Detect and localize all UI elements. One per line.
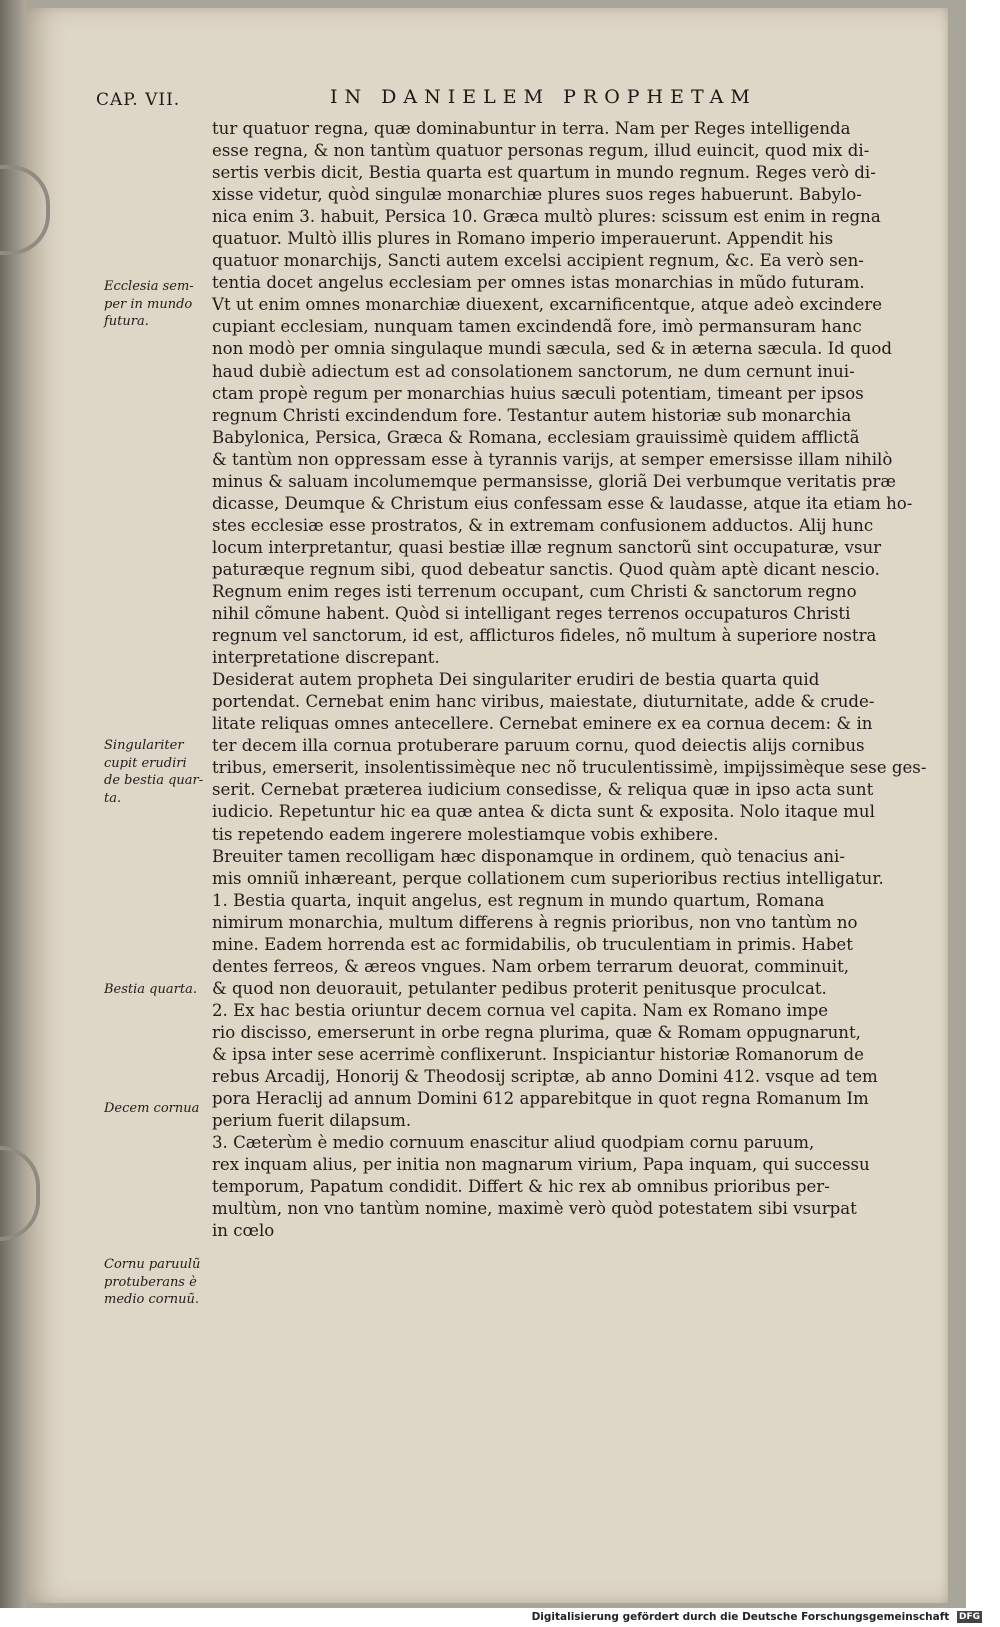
text-line: xisse videtur, quòd singulæ monarchiæ plures suos reges habuerunt. Babylo- xyxy=(212,185,862,205)
body-text xyxy=(212,118,927,1242)
text-line: & tantùm non oppressam esse à tyrannis varijs, at semper emersisse illam nihilò xyxy=(212,449,893,469)
text-line: interpretatione discrepant. xyxy=(212,648,440,668)
text-line: paturæque regnum sibi, quod debeatur sanctis. Quod quàm aptè dicant nescio. xyxy=(212,559,880,579)
margin-note: Ecclesia sem- per in mundo futura. xyxy=(104,279,194,329)
text-line: esse regna, & non tantùm quatuor personas regum, illud euincit, quod mix di- xyxy=(212,141,870,161)
text-line: sertis verbis dicit, Bestia quarta est quartum in mundo regnum. Reges verò di- xyxy=(212,163,876,183)
text-line: rex inquam alius, per initia non magnarum virium, Papa inquam, qui successu xyxy=(212,1155,870,1175)
text-line: 3. Cæterùm è medio cornuum enascitur aliud quodpiam cornu paruum, xyxy=(212,1133,815,1153)
text-line: cupiant ecclesiam, nunquam tamen excindendã fore, imò permansuram hanc xyxy=(212,317,862,337)
text-line: locum interpretantur, quasi bestiæ illæ regnum sanctorũ sint occupaturæ, vsur xyxy=(212,537,882,557)
text-line: 2. Ex hac bestia oriuntur decem cornua vel capita. Nam ex Romano impe xyxy=(212,1000,829,1020)
text-line: iudicio. Repetuntur hic ea quæ antea & dicta sunt & exposita. Nolo itaque mul xyxy=(212,802,875,822)
text-line: serit. Cernebat præterea iudicium consedisse, & reliqua quæ in ipso acta sunt xyxy=(212,780,874,800)
text-line: minus & saluam incolumemque permansisse, gloriã Dei verbumque veritatis præ xyxy=(212,471,896,491)
text-line: tur quatuor regna, quæ dominabuntur in terra. Nam per Reges intelligenda xyxy=(212,119,851,138)
text-line: rio discisso, emerserunt in orbe regna plurima, quæ & Romam oppugnarunt, xyxy=(212,1022,861,1042)
text-line: & quod non deuorauit, petulanter pedibus proterit penitusque proculcat. xyxy=(212,978,827,998)
text-line: stes ecclesiæ esse prostratos, & in extremam confusionem adductos. Alij hunc xyxy=(212,515,874,535)
text-line: nica enim 3. habuit, Persica 10. Græca multò plures: scissum est enim in regna xyxy=(212,207,881,227)
text-line: 1. Bestia quarta, inquit angelus, est regnum in mundo quartum, Romana xyxy=(212,890,825,910)
text-line: dicasse, Deumque & Christum eius confessam esse & laudasse, atque ita etiam ho- xyxy=(212,493,913,513)
text-line: tis repetendo eadem ingerere molestiamque vobis exhibere. xyxy=(212,824,719,844)
text-line: mis omniũ inhæreant, perque collationem cum superioribus rectius intelligatur. xyxy=(212,868,884,888)
text-line: multùm, non vno tantùm nomine, maximè verò quòd potestatem sibi vsurpat xyxy=(212,1199,857,1219)
text-line: nihil cõmune habent. Quòd si intelligant reges terrenos occupaturos Christi xyxy=(212,604,851,624)
text-line: Breuiter tamen recolligam hæc disponamque in ordinem, quò tenacius ani- xyxy=(212,846,845,866)
text-line: haud dubiè adiectum est ad consolationem sanctorum, ne dum cernunt inui- xyxy=(212,361,855,381)
running-title: IN DANIELEM PROPHETAM xyxy=(330,86,757,108)
footer-credit-text: Digitalisierung gefördert durch die Deutsche Forschungsgemeinschaft xyxy=(531,1611,950,1623)
text-line: mine. Eadem horrenda est ac formidabilis, ob truculentiam in primis. Habet xyxy=(212,934,853,954)
dfg-logo: DFG xyxy=(958,1612,980,1622)
text-line: Vt ut enim omnes monarchiæ diuexent, excarnificentque, atque adeò excindere xyxy=(212,295,883,315)
text-line: portendat. Cernebat enim hanc viribus, maiestate, diuturnitate, adde & crude- xyxy=(212,692,875,712)
margin-note: Bestia quarta. xyxy=(104,982,197,997)
text-line: ctam propè regum per monarchias huius sæculi potentiam, timeant per ipsos xyxy=(212,383,864,403)
text-line: pora Heraclij ad annum Domini 612 apparebitque in quot regna Romanum Im xyxy=(212,1089,869,1109)
text-line: ter decem illa cornua protuberare paruum cornu, quod deiectis alijs cornibus xyxy=(212,736,865,756)
text-line: & ipsa inter sese acerrimè conflixerunt. Inspiciantur historiæ Romanorum de xyxy=(212,1044,864,1064)
text-line: in cœlo xyxy=(212,1221,275,1241)
footer-credit xyxy=(532,1608,982,1627)
text-line: non modò per omnia singulaque mundi sæcula, sed & in æterna sæcula. Id quod xyxy=(212,339,893,359)
text-line: regnum Christi excindendum fore. Testantur autem historiæ sub monarchia xyxy=(212,405,852,425)
text-line: regnum vel sanctorum, id est, afflicturos fideles, nõ multum à superiore nostra xyxy=(212,626,877,646)
text-line: quatuor. Multò illis plures in Romano imperio imperauerunt. Appendit his xyxy=(212,229,834,249)
margin-note: Cornu paruulũ protuberans è medio cornuũ. xyxy=(104,1257,201,1307)
text-line: tribus, emerserit, insolentissimèque nec nõ truculentissimè, impijssimèque sese ges- xyxy=(212,758,927,778)
text-line: nimirum monarchia, multum differens à regnis prioribus, non vno tantùm no xyxy=(212,912,858,932)
text-line: Desiderat autem propheta Dei singulariter erudiri de bestia quarta quid xyxy=(212,670,820,690)
text-line: tentia docet angelus ecclesiam per omnes istas monarchias in mũdo futuram. xyxy=(212,273,865,293)
text-line: dentes ferreos, & æreos vngues. Nam orbem terrarum deuorat, comminuit, xyxy=(212,956,850,976)
text-line: Regnum enim reges isti terrenum occupant, cum Christi & sanctorum regno xyxy=(212,581,857,601)
text-line: quatuor monarchijs, Sancti autem excelsi accipient regnum, &c. Ea verò sen- xyxy=(212,251,864,271)
chapter-heading: CAP. VII. xyxy=(96,90,181,110)
text-line: Babylonica, Persica, Græca & Romana, ecclesiam grauissimè quidem afflictã xyxy=(212,427,860,447)
text-line: perium fuerit dilapsum. xyxy=(212,1111,412,1131)
text-line: litate reliquas omnes antecellere. Cernebat eminere ex ea cornua decem: & in xyxy=(212,714,873,734)
margin-note: Decem cornua xyxy=(104,1101,200,1116)
text-line: temporum, Papatum condidit. Differt & hic rex ab omnibus prioribus per- xyxy=(212,1177,830,1197)
margin-note: Singulariter cupit erudiri de bestia quar- ta. xyxy=(104,738,204,806)
text-line: rebus Arcadij, Honorij & Theodosij scriptæ, ab anno Domini 412. vsque ad tem xyxy=(212,1067,878,1087)
